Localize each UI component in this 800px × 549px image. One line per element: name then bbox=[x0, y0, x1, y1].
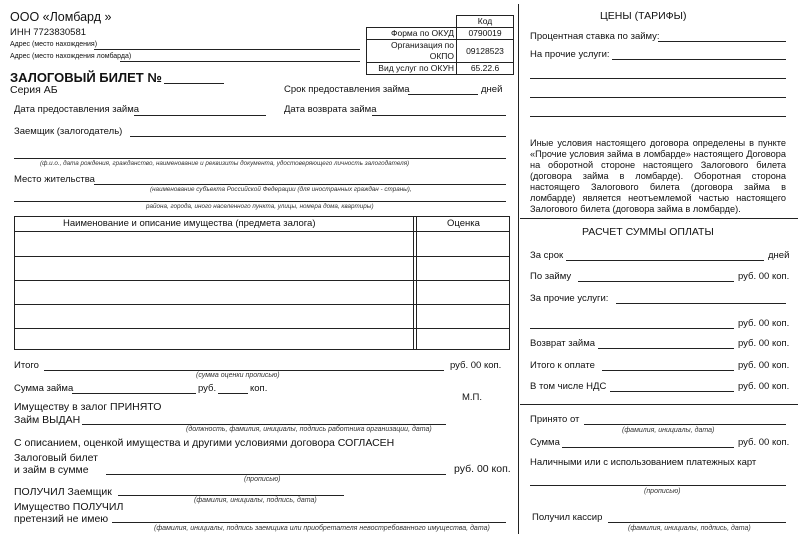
ticket-number-line[interactable] bbox=[164, 83, 224, 84]
estimate-column-header: Оценка bbox=[447, 218, 480, 229]
total-line[interactable] bbox=[44, 370, 444, 371]
code-row bbox=[367, 40, 514, 63]
org-name: ООО «Ломбард » bbox=[10, 10, 112, 24]
received-line[interactable] bbox=[118, 495, 344, 496]
calc-other-line-2[interactable] bbox=[530, 328, 734, 329]
calc-total-rub: руб. 00 коп. bbox=[738, 360, 790, 371]
rate-label: Процентная ставка по займу: bbox=[530, 31, 660, 42]
loan-sum-label: Сумма займа bbox=[14, 383, 74, 394]
other-services-line-4[interactable] bbox=[530, 116, 786, 117]
loan-kop: коп. bbox=[250, 383, 268, 394]
calc-sum-label: Сумма bbox=[530, 437, 560, 448]
property-column-header: Наименование и описание имущества (предмета залога) bbox=[63, 218, 316, 229]
cash-hint: (прописью) bbox=[644, 488, 681, 495]
issued-label: Займ ВЫДАН bbox=[14, 414, 81, 426]
lombard-address-line[interactable] bbox=[120, 61, 360, 62]
ticket-series: Серия АБ bbox=[10, 84, 58, 96]
loan-rub: руб. bbox=[198, 383, 217, 394]
residence-hint-1: (наименование субъекта Российской Федерации (для иностранных граждан - страны), bbox=[150, 186, 412, 193]
calc-other-rub: руб. 00 коп. bbox=[738, 318, 790, 329]
total-hint: (сумма оценки прописью) bbox=[196, 372, 280, 379]
other-services-label: На прочие услуги: bbox=[530, 49, 610, 60]
code-value: 0790019 bbox=[457, 28, 514, 40]
calc-other-line[interactable] bbox=[616, 303, 786, 304]
received-from-hint: (фамилия, инициалы, дата) bbox=[622, 427, 715, 434]
property-table bbox=[14, 216, 510, 350]
calc-loan-rub: руб. 00 коп. bbox=[738, 271, 790, 282]
other-services-line-2[interactable] bbox=[530, 78, 786, 79]
codes-header: Код bbox=[457, 16, 514, 28]
code-row bbox=[367, 63, 514, 75]
calc-sum-line[interactable] bbox=[562, 447, 734, 448]
borrower-hint: (ф.и.о., дата рождения, гражданство, наименование и реквизиты документа, удостоверяющего личность залогодателя) bbox=[40, 160, 410, 167]
calc-return-label: Возврат займа bbox=[530, 338, 596, 349]
loan-kop-line[interactable] bbox=[218, 393, 248, 394]
term-label: Срок предоставления займа bbox=[284, 84, 410, 95]
calc-term-days: дней bbox=[768, 250, 790, 261]
rate-line[interactable] bbox=[658, 41, 786, 42]
residence-hint-2: района, города, иного населенного пункта, улицы, номера дома, квартиры) bbox=[146, 203, 374, 210]
stamp-mark: М.П. bbox=[462, 392, 483, 403]
code-label: Вид услуг по ОКУН bbox=[367, 63, 457, 75]
calc-loan-label: По займу bbox=[530, 271, 572, 282]
calc-return-line[interactable] bbox=[598, 348, 734, 349]
prices-title: ЦЕНЫ (ТАРИФЫ) bbox=[600, 10, 687, 22]
property-received-1: Имущество ПОЛУЧИЛ bbox=[14, 501, 124, 513]
ticket-rub-kop: руб. 00 коп. bbox=[454, 463, 511, 475]
total-rub-kop: руб. 00 коп. bbox=[450, 360, 502, 371]
calc-title: РАСЧЕТ СУММЫ ОПЛАТЫ bbox=[582, 226, 714, 238]
term-line[interactable] bbox=[408, 94, 478, 95]
column-divider bbox=[518, 4, 519, 534]
residence-line[interactable] bbox=[94, 184, 506, 185]
calc-total-line[interactable] bbox=[602, 370, 734, 371]
cashier-hint: (фамилия, инициалы, подпись, дата) bbox=[628, 525, 751, 532]
date-issue-label: Дата предоставления займа bbox=[14, 104, 140, 115]
calc-loan-line[interactable] bbox=[578, 281, 734, 282]
total-label: Итого bbox=[14, 360, 39, 371]
codes-table bbox=[366, 15, 514, 75]
ticket-sum-line[interactable] bbox=[106, 474, 446, 475]
lombard-address-label: Адрес (место нахождения ломбарда) bbox=[10, 53, 132, 60]
calc-vat-line[interactable] bbox=[610, 391, 734, 392]
received-from-label: Принято от bbox=[530, 414, 580, 425]
residence-label: Место жительства bbox=[14, 174, 95, 185]
received-from-line[interactable] bbox=[584, 424, 786, 425]
code-label: Форма по ОКУД bbox=[367, 28, 457, 40]
date-return-label: Дата возврата займа bbox=[284, 104, 377, 115]
date-issue-line[interactable] bbox=[134, 115, 266, 116]
code-label: Организация по ОКПО bbox=[367, 40, 457, 63]
cashier-line[interactable] bbox=[608, 522, 786, 523]
property-received-hint: (фамилия, инициалы, подпись заемщика или приобретателя невостребованного имущества, дата) bbox=[154, 525, 490, 532]
other-services-line-3[interactable] bbox=[530, 97, 786, 98]
conditions-text: Иные условия настоящего договора определены в пункте «Прочие условия займа в ломбарде» настоящего Договора на оборотной стороне настоящего Залогового билета (договора займа в ломбарде). Оборотная сторона настоящего Залогового билета (договора займа в ломбарде) является неотъемлемой частью настоящего Залогового билета (договора займа в ломбарде). bbox=[530, 138, 786, 214]
org-inn: ИНН 7723830581 bbox=[10, 27, 87, 38]
section-separator-2 bbox=[520, 404, 798, 405]
property-received-line[interactable] bbox=[112, 522, 506, 523]
ticket-title: ЗАЛОГОВЫЙ БИЛЕТ № bbox=[10, 70, 162, 85]
cashier-label: Получил кассир bbox=[532, 512, 603, 523]
ticket-sum-hint: (прописью) bbox=[244, 476, 281, 483]
date-return-line[interactable] bbox=[372, 115, 506, 116]
term-days: дней bbox=[481, 84, 503, 95]
ticket-sum-line-1: Залоговый билет bbox=[14, 452, 98, 464]
org-address-label: Адрес (место нахождения) bbox=[10, 41, 98, 48]
cash-label: Наличными или с использованием платежных карт bbox=[530, 457, 757, 468]
accepted-label: Имуществу в залог ПРИНЯТО bbox=[14, 401, 162, 413]
property-received-2: претензий не имею bbox=[14, 513, 109, 525]
code-row bbox=[367, 28, 514, 40]
section-separator-1 bbox=[520, 218, 798, 219]
cash-line[interactable] bbox=[530, 485, 786, 486]
calc-sum-rub: руб. 00 коп. bbox=[738, 437, 790, 448]
code-value: 09128523 bbox=[457, 40, 514, 63]
org-address-line[interactable] bbox=[94, 49, 360, 50]
other-services-line-1[interactable] bbox=[612, 59, 786, 60]
agreed-label: С описанием, оценкой имущества и другими условиями договора СОГЛАСЕН bbox=[14, 437, 395, 449]
code-value: 65.22.6 bbox=[457, 63, 514, 75]
received-label: ПОЛУЧИЛ Заемщик bbox=[14, 486, 112, 498]
ticket-sum-line-2: и займ в сумме bbox=[14, 464, 89, 476]
employee-hint: (должность, фамилия, инициалы, подпись работника организации, дата) bbox=[186, 426, 432, 433]
loan-sum-line[interactable] bbox=[72, 393, 196, 394]
borrower-line-2[interactable] bbox=[14, 158, 506, 159]
calc-term-label: За срок bbox=[530, 250, 564, 261]
borrower-line[interactable] bbox=[130, 136, 506, 137]
employee-line[interactable] bbox=[82, 424, 446, 425]
calc-return-rub: руб. 00 коп. bbox=[738, 338, 790, 349]
calc-term-line[interactable] bbox=[566, 260, 764, 261]
calc-vat-label: В том числе НДС bbox=[530, 381, 607, 392]
received-hint: (фамилия, инициалы, подпись, дата) bbox=[194, 497, 317, 504]
borrower-label: Заемщик (залогодатель) bbox=[14, 126, 123, 137]
calc-vat-rub: руб. 00 коп. bbox=[738, 381, 790, 392]
residence-line-2[interactable] bbox=[14, 201, 506, 202]
calc-other-label: За прочие услуги: bbox=[530, 293, 609, 304]
calc-total-label: Итого к оплате bbox=[530, 360, 595, 371]
